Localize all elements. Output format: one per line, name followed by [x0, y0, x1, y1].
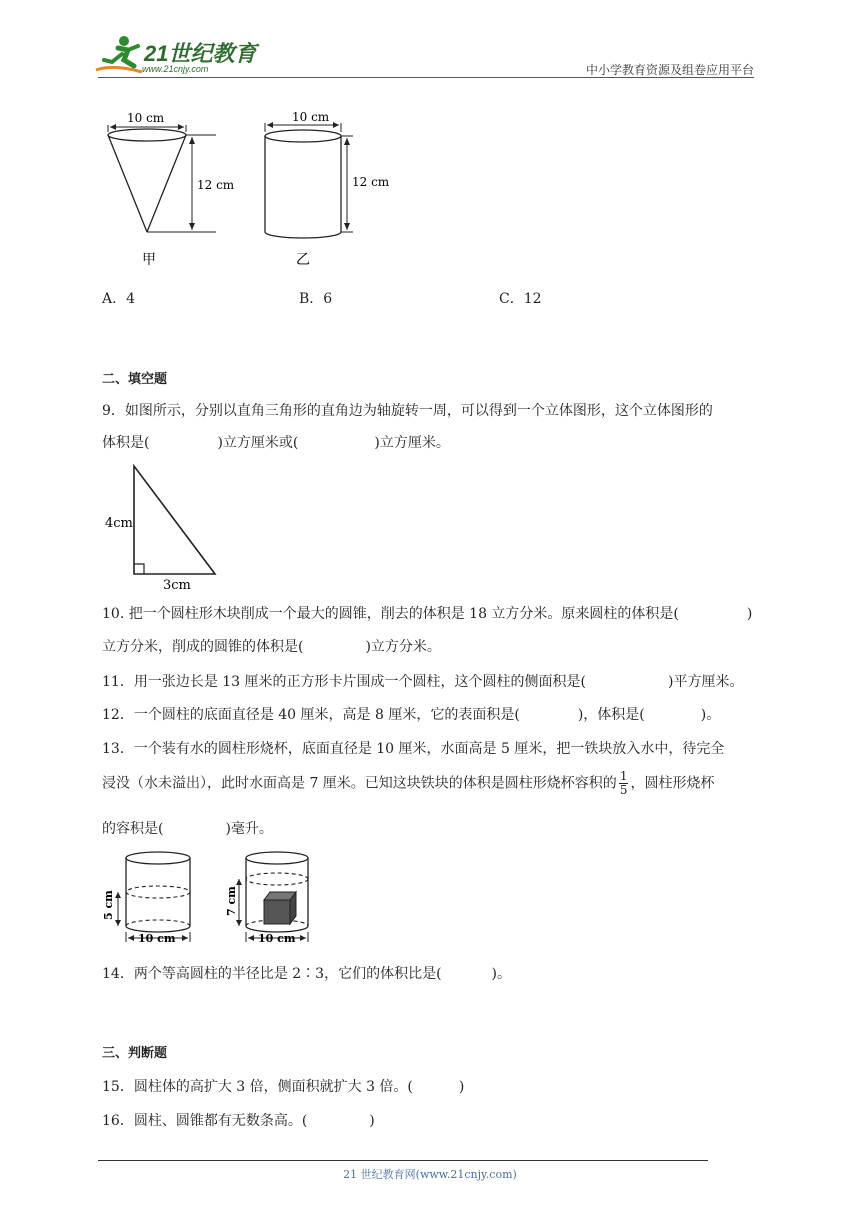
beaker-left — [115, 852, 190, 942]
footer-text: 21 世纪教育网(www.21cnjy.com) — [343, 1168, 517, 1181]
q13-line2: 浸没（水未溢出），此时水面高是 7 厘米。已知这块铁块的体积是圆柱形烧杯容积的 $\frac{1}{5}$ ，圆柱形烧杯 — [102, 769, 715, 797]
cylinder-height-label: 12 cm — [352, 175, 390, 189]
beaker-right-base-label: 10 cm — [258, 932, 296, 945]
iron-block-icon — [264, 892, 296, 924]
logo-url: www.21cnjy.com — [142, 64, 209, 74]
q11-line: 11．用一张边长是 13 厘米的正方形卡片围成一个圆柱，这个圆柱的侧面积是( )平方厘米。 — [102, 674, 744, 690]
beaker-right-height-label: 7 cm — [225, 886, 238, 916]
q16-line: 16．圆柱、圆锥都有无数条高。( ) — [102, 1113, 375, 1129]
cone-name-label: 甲 — [142, 252, 156, 268]
triangle-height-label: 4cm — [105, 516, 133, 531]
beaker-left-height-label: 5 cm — [102, 890, 115, 920]
q13-line1: 13．一个装有水的圆柱形烧杯，底面直径是 10 厘米，水面高是 5 厘米，把一铁块放入水中，待完全 — [102, 741, 725, 757]
cone-top-label: 10 cm — [127, 111, 165, 125]
cylinder-shape — [265, 122, 353, 238]
option-c: C．12 — [499, 291, 542, 307]
logo-runner-icon — [94, 34, 146, 76]
cone-cylinder-figure — [100, 105, 400, 275]
header-platform-text: 中小学教育资源及组卷应用平台 — [585, 63, 754, 77]
q14-line: 14．两个等高圆柱的半径比是 2∶3，它们的体积比是( )。 — [102, 966, 512, 982]
logo-text: 21世纪教育 — [144, 41, 257, 66]
right-triangle-figure — [100, 460, 230, 595]
q13-line3: 的容积是( )毫升。 — [102, 821, 273, 837]
section-3-title: 三、判断题 — [102, 1046, 168, 1061]
section-2-title: 二、填空题 — [102, 372, 168, 387]
option-a: A．4 — [102, 291, 136, 307]
option-b: B．6 — [299, 291, 333, 307]
q12-line: 12．一个圆柱的底面直径是 40 厘米，高是 8 厘米，它的表面积是( )，体积是( )。 — [102, 707, 721, 723]
triangle-base-label: 3cm — [163, 578, 191, 593]
q10-line1: 10. 把一个圆柱形木块削成一个最大的圆锥，削去的体积是 18 立方分米。原来圆柱的体积是( ) — [102, 606, 753, 622]
footer-divider — [98, 1160, 708, 1161]
cone-height-label: 12 cm — [197, 178, 235, 192]
fraction-one-fifth: $\frac{1}{5}$ — [619, 769, 628, 797]
q15-line: 15．圆柱体的高扩大 3 倍，侧面积就扩大 3 倍。( ) — [102, 1079, 465, 1095]
beakers-figure — [96, 848, 326, 948]
q9-line2: 体积是( )立方厘米或( )立方厘米。 — [102, 435, 450, 451]
cylinder-name-label: 乙 — [296, 252, 310, 268]
header-divider — [98, 77, 754, 78]
beaker-left-base-label: 10 cm — [138, 932, 176, 945]
q10-line2: 立方分米，削成的圆锥的体积是( )立方分米。 — [102, 639, 441, 655]
cylinder-top-label: 10 cm — [292, 110, 330, 124]
q9-line1: 9．如图所示，分别以直角三角形的直角边为轴旋转一周，可以得到一个立体图形，这个立体图形的 — [102, 403, 713, 419]
beaker-right — [236, 852, 308, 942]
